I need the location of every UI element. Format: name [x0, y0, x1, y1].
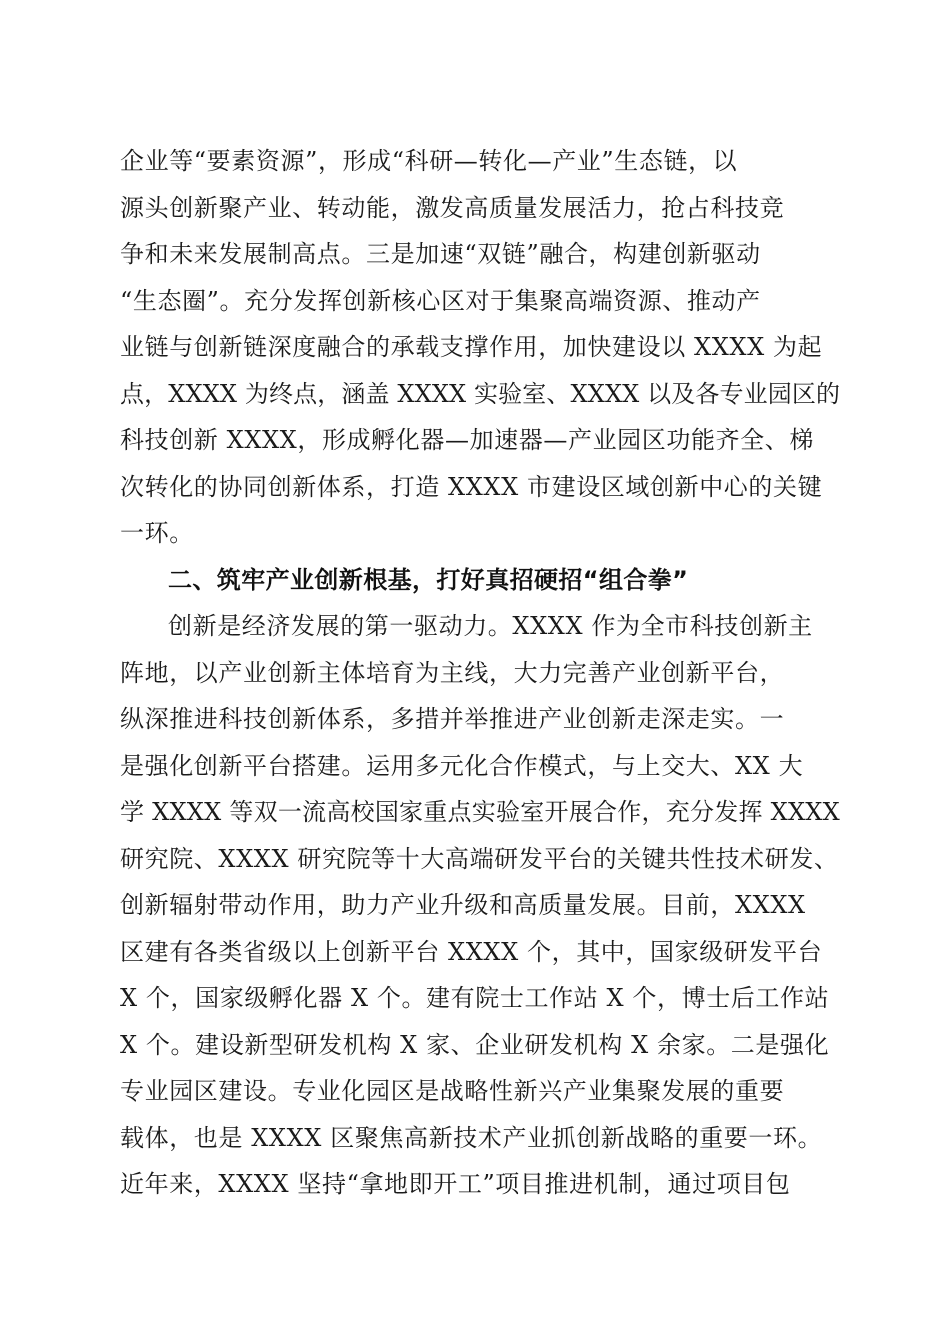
body-text-line: 企业等“要素资源”，形成“科研—转化—产业”生态链，以	[120, 147, 738, 175]
body-text-line: 载体，也是 XXXX 区聚焦高新技术产业抓创新战略的重要一环。	[120, 1124, 823, 1152]
body-text-line: 科技创新 XXXX，形成孵化器—加速器—产业园区功能齐全、梯	[120, 426, 814, 454]
body-text-line: 点，XXXX 为终点，涵盖 XXXX 实验室、XXXX 以及各专业园区的	[120, 380, 841, 408]
body-text-line: 源头创新聚产业、转动能，激发高质量发展活力，抢占科技竞	[120, 194, 785, 222]
body-text-line: X 个。建设新型研发机构 X 家、企业研发机构 X 余家。二是强化	[120, 1031, 830, 1059]
body-text-line: X 个，国家级孵化器 X 个。建有院士工作站 X 个，博士后工作站	[120, 984, 830, 1012]
body-text-line: 近年来，XXXX 坚持“拿地即开工”项目推进机制，通过项目包	[120, 1170, 791, 1198]
body-text-line: 专业园区建设。专业化园区是战略性新兴产业集聚发展的重要	[120, 1077, 785, 1105]
section-heading: 二、筑牢产业创新根基，打好真招硬招“组合拳”	[168, 566, 689, 594]
body-text-line: 研究院、XXXX 研究院等十大高端研发平台的关键共性技术研发、	[120, 845, 839, 873]
body-text-line: 争和未来发展制高点。三是加速“双链”融合，构建创新驱动	[120, 240, 761, 268]
body-text-line: 学 XXXX 等双一流高校国家重点实验室开展合作，充分发挥 XXXX	[120, 798, 840, 826]
body-text-line: “生态圈”。充分发挥创新核心区对于集聚高端资源、推动产	[120, 287, 761, 315]
body-text-line: 区建有各类省级以上创新平台 XXXX 个，其中，国家级研发平台	[120, 938, 823, 966]
body-text-line: 一环。	[120, 519, 194, 547]
body-text-line: 创新辐射带动作用，助力产业升级和高质量发展。目前，XXXX	[120, 891, 806, 919]
body-text-line: 纵深推进科技创新体系，多措并举推进产业创新走深走实。一	[120, 705, 785, 733]
body-text-line: 是强化创新平台搭建。运用多元化合作模式，与上交大、XX 大	[120, 752, 804, 780]
body-text-line: 次转化的协同创新体系，打造 XXXX 市建设区域创新中心的关键	[120, 473, 823, 501]
body-text-line: 业链与创新链深度融合的承载支撑作用，加快建设以 XXXX 为起	[120, 333, 823, 361]
body-text-line: 创新是经济发展的第一驱动力。XXXX 作为全市科技创新主	[168, 612, 813, 640]
body-text-line: 阵地，以产业创新主体培育为主线，大力完善产业创新平台，	[120, 659, 785, 687]
